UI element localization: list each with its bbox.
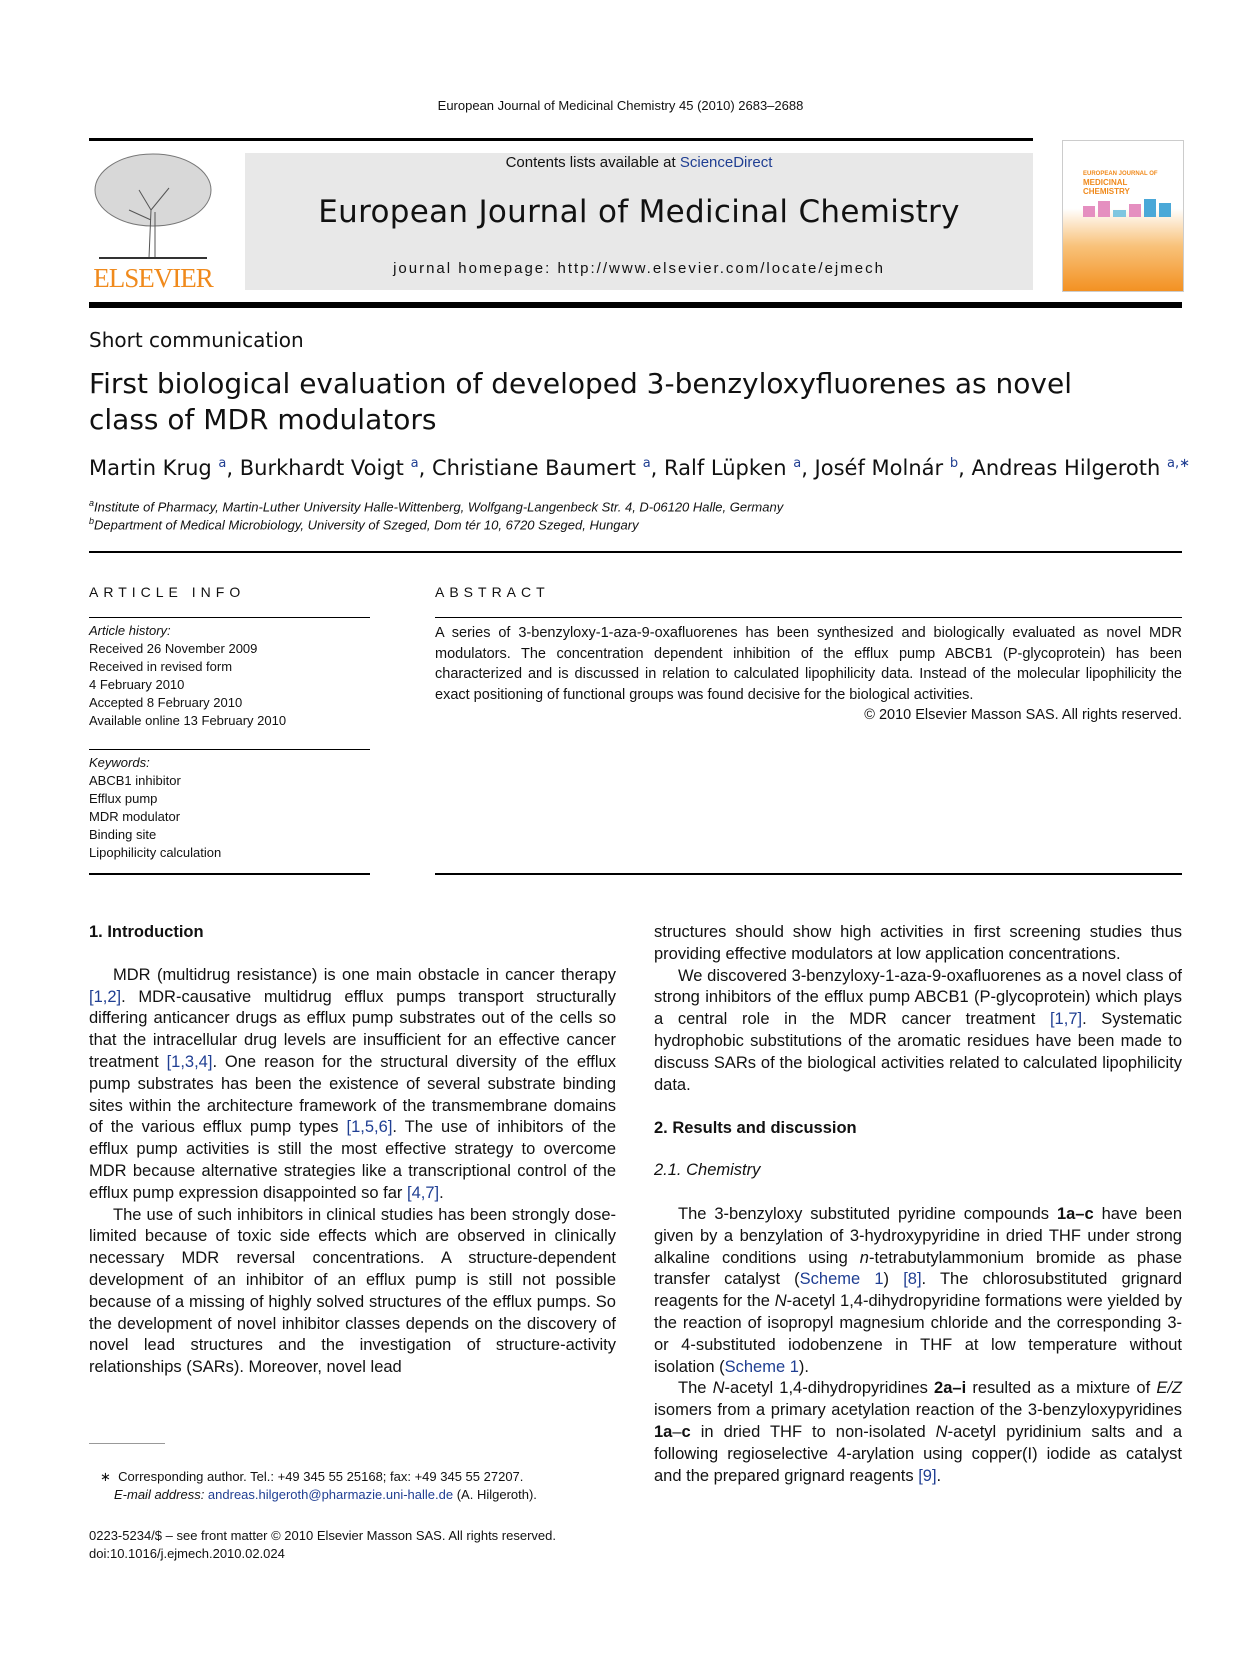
journal-title: European Journal of Medicinal Chemistry (318, 194, 960, 230)
paragraph (654, 922, 1182, 966)
contents-text: Contents lists available at (505, 154, 680, 171)
text-span: n (859, 1248, 869, 1267)
elsevier-wordmark: ELSEVIER (93, 263, 213, 293)
text-span: . (439, 1183, 444, 1202)
keywords (89, 754, 369, 862)
issn-line: 0223-5234/$ – see front matter © 2010 Elsevier Masson SAS. All rights reserved. (89, 1528, 556, 1543)
author-name: Joséf Molnár (814, 456, 944, 480)
reference-link[interactable]: [9] (918, 1466, 937, 1485)
reference-link[interactable]: [4,7] (406, 1183, 440, 1202)
text-span: E/Z (1156, 1379, 1182, 1398)
author-name: Christiane Baumert (431, 456, 636, 480)
author-name: Andreas Hilgeroth (971, 456, 1161, 480)
text-span: . (936, 1466, 942, 1485)
divider (89, 749, 370, 750)
cover-title-small: EUROPEAN JOURNAL OF (1083, 171, 1158, 177)
text-span: 1a (654, 1422, 673, 1441)
affiliation-marker: b (89, 516, 95, 526)
author-affiliation-marker[interactable]: b (949, 456, 959, 471)
text-span: 1a–c (1056, 1204, 1094, 1223)
article-history (89, 622, 369, 730)
article-info-heading: ARTICLE INFO (89, 584, 246, 600)
sciencedirect-link[interactable]: ScienceDirect (679, 154, 773, 171)
divider (89, 551, 1182, 553)
history-item: Accepted 8 February 2010 (89, 695, 243, 710)
cover-title: MEDICINAL CHEMISTRY (1083, 178, 1130, 196)
reference-link[interactable]: [8] (903, 1270, 922, 1289)
cover-graphic (1083, 199, 1171, 217)
text-span: . The chlorosubstituted grignard reagents for the (654, 1270, 1182, 1311)
text-span: The 3-benzyloxy substituted pyridine compounds (678, 1204, 1057, 1223)
text-span: The use of such inhibitors in clinical studies has been strongly dose-limited because of toxic side effects which are observed in clinically necessary MDR reversal concentrations. A structure-dependent development of an inhibitor of an efflux pump is still not possible because of a missing of highly solved structures of the efflux pumps. So the development of novel inhibitor classes depends on the discovery of novel lead structures and the investigation of structure-activity relationships (SARs). Moreover, novel lead (89, 1205, 616, 1377)
author-name: Ralf Lüpken (664, 456, 787, 480)
journal-cover-image (1062, 140, 1184, 292)
text-span: . MDR-causative multidrug efflux pumps transport structurally differing anticancer drugs as efflux pump substrates out of the cells so that the intracellular drug levels are insufficient for an effective cancer treatment (89, 987, 616, 1071)
author-affiliation-marker[interactable]: a (642, 456, 651, 471)
text-span: ) (883, 1270, 904, 1289)
text-span: . Systematic hydrophobic substitutions of the aromatic residues have been made to discuss SARs of the biological activities related to calculated lipophilicity data. (654, 1010, 1182, 1094)
reference-link[interactable]: [1,7] (1049, 1010, 1083, 1029)
header-rule (89, 138, 1033, 141)
text-span: -tetrabutylammonium bromide as phase transfer catalyst ( (654, 1248, 1183, 1289)
text-span: N (712, 1379, 725, 1398)
reference-link[interactable]: [1,5,6] (346, 1118, 393, 1137)
author-affiliation-marker[interactable]: a, (1167, 456, 1180, 471)
text-span: . One reason for the structural diversity of the efflux pump substrates has been the existence of several substrate binding sites within the architecture framework of the transmembrane domains of the various efflux pump types (89, 1052, 616, 1137)
divider (89, 617, 370, 618)
right-column (654, 922, 1182, 1487)
article-type: Short communication (89, 328, 304, 352)
divider (435, 873, 1182, 875)
left-column (89, 922, 616, 1379)
running-header: European Journal of Medicinal Chemistry 45 (2010) 2683–2688 (437, 98, 804, 113)
tree-icon (89, 150, 217, 262)
text-span: N (774, 1292, 787, 1311)
keywords-label: Keywords: (89, 755, 150, 770)
article-title: First biological evaluation of developed 3-benzyloxyfluorenes as novel class of MDR modulators (89, 367, 1072, 436)
text-span: We discovered 3-benzyloxy-1-aza-9-oxafluorenes as a novel class of strong inhibitors of the efflux pump ABCB1 (P-glycoprotein) which plays a central role in the MDR cancer treatment (654, 966, 1182, 1029)
text-span: have been given by a benzylation of 3-hydroxypyridine in dried THF under strong alkaline conditions using (654, 1204, 1182, 1267)
keyword: ABCB1 inhibitor (89, 773, 181, 788)
text-span: – (672, 1422, 682, 1441)
text-span: c (681, 1422, 691, 1441)
keyword: MDR modulator (89, 809, 181, 824)
text-span: structures should show high activities in first screening studies thus providing effective modulators at low application concentrations. (654, 923, 1182, 963)
reference-link[interactable]: [1,2] (89, 987, 122, 1006)
abstract-heading: ABSTRACT (435, 584, 550, 600)
keyword: Lipophilicity calculation (89, 845, 222, 860)
email-link[interactable]: andreas.hilgeroth@pharmazie.uni-halle.de (207, 1487, 454, 1502)
reference-link[interactable]: Scheme 1 (724, 1357, 799, 1376)
section-heading: 2. Results and discussion (654, 1119, 857, 1138)
text-span: . The use of inhibitors of the efflux pump activities is still the most effective strategy to overcome MDR because alternative strategies like a transcriptional control of the efflux pump expression disappointed so far (89, 1118, 616, 1202)
text-span: resulted as a mixture of (966, 1379, 1157, 1398)
affiliation-a (89, 498, 783, 514)
text-span: ). (798, 1357, 810, 1376)
author-affiliation-marker[interactable]: a (793, 456, 802, 471)
elsevier-logo (89, 150, 217, 294)
email-suffix: (A. Hilgeroth). (453, 1487, 537, 1502)
corresponding-author: Corresponding author. Tel.: +49 345 55 25168; fax: +49 345 55 27207. (118, 1469, 524, 1484)
paragraph (654, 1204, 1182, 1378)
divider (89, 873, 370, 875)
author-affiliation-marker[interactable]: a (218, 456, 227, 471)
text-span: 2a–i (934, 1379, 967, 1398)
author-name: Martin Krug (89, 456, 212, 480)
paragraph (654, 1378, 1182, 1487)
journal-homepage[interactable]: journal homepage: http://www.elsevier.com/locate/ejmech (393, 260, 885, 277)
paragraph (654, 966, 1182, 1097)
text-span: isomers from a primary acetylation reaction of the 3-benzyloxypyridines (654, 1401, 1182, 1420)
keyword: Binding site (89, 827, 157, 842)
email-label: E-mail address: (114, 1487, 208, 1502)
abstract-text: A series of 3-benzyloxy-1-aza-9-oxafluorenes has been synthesized and biologically evaluated as novel MDR modulators. The concentration dependent inhibition of the efflux pump ABCB1 (P-glycoprotein) has been characterized and is discussed in relation to calculated lipophilicity data. Instead of the molecular lipophilicity the exact positioning of functional groups was found decisive for the biological activities. (435, 625, 1182, 703)
history-item: 4 February 2010 (89, 677, 185, 692)
text-span: MDR (multidrug resistance) is one main obstacle in cancer therapy (113, 965, 616, 984)
text-span: -acetyl pyridinium salts and a following regioselective 4-arylation using copper(I) iodide as catalyst and the prepared grignard reagents (654, 1422, 1182, 1485)
history-item: Available online 13 February 2010 (89, 713, 287, 728)
text-span: The (678, 1379, 713, 1398)
footnote (100, 1468, 620, 1504)
history-label: Article history: (89, 623, 171, 638)
text-span: N (935, 1422, 948, 1441)
reference-link[interactable]: Scheme 1 (799, 1270, 884, 1289)
journal-banner (245, 153, 1033, 290)
text-span: -acetyl 1,4-dihydropyridine formations were yielded by the reaction of isopropyl magnesium chloride and the corresponding 3- or 4-substituted iodobenzene in THF at low temperature without isolation ( (654, 1292, 1182, 1376)
abstract-copyright: © 2010 Elsevier Masson SAS. All rights reserved. (864, 707, 1182, 723)
author-list: Martin Krug $^a$, Burkhardt Voigt $^a$, Christiane Baumert $^a$, Ralf Lüpken $^a$, Joséf Molnár $^b$, Andreas Hilgeroth $^{a,∗}$ (89, 456, 1191, 480)
footnote-rule (89, 1443, 165, 1444)
footnote-marker: ∗ (100, 1469, 111, 1484)
header-thick-rule (89, 302, 1182, 308)
history-item: Received 26 November 2009 (89, 641, 258, 656)
text-span: -acetyl 1,4-dihydropyridines (724, 1379, 935, 1398)
affiliation-text: Department of Medical Microbiology, University of Szeged, Dom tér 10, 6720 Szeged, Hungary (94, 517, 639, 533)
author-name: Burkhardt Voigt (239, 456, 404, 480)
divider (435, 617, 1182, 618)
history-item: Received in revised form (89, 659, 233, 674)
subsection-heading: 2.1. Chemistry (654, 1161, 761, 1180)
paragraph (89, 1205, 616, 1379)
front-matter (89, 1527, 649, 1563)
section-heading: 1. Introduction (89, 923, 204, 941)
text-span: in dried THF to non-isolated (690, 1422, 936, 1441)
abstract (435, 623, 1182, 726)
corresponding-author-icon[interactable]: ∗ (1179, 456, 1191, 471)
affiliation-marker: a (89, 498, 95, 508)
affiliation-b (89, 516, 639, 532)
reference-link[interactable]: [1,3,4] (166, 1052, 213, 1071)
doi[interactable]: doi:10.1016/j.ejmech.2010.02.024 (89, 1546, 285, 1561)
author-affiliation-marker[interactable]: a (410, 456, 419, 471)
paragraph (89, 965, 616, 1205)
affiliation-text: Institute of Pharmacy, Martin-Luther University Halle-Wittenberg, Wolfgang-Langenbeck Str. 4, D-06120 Halle, Germany (94, 499, 784, 515)
keyword: Efflux pump (89, 791, 158, 806)
